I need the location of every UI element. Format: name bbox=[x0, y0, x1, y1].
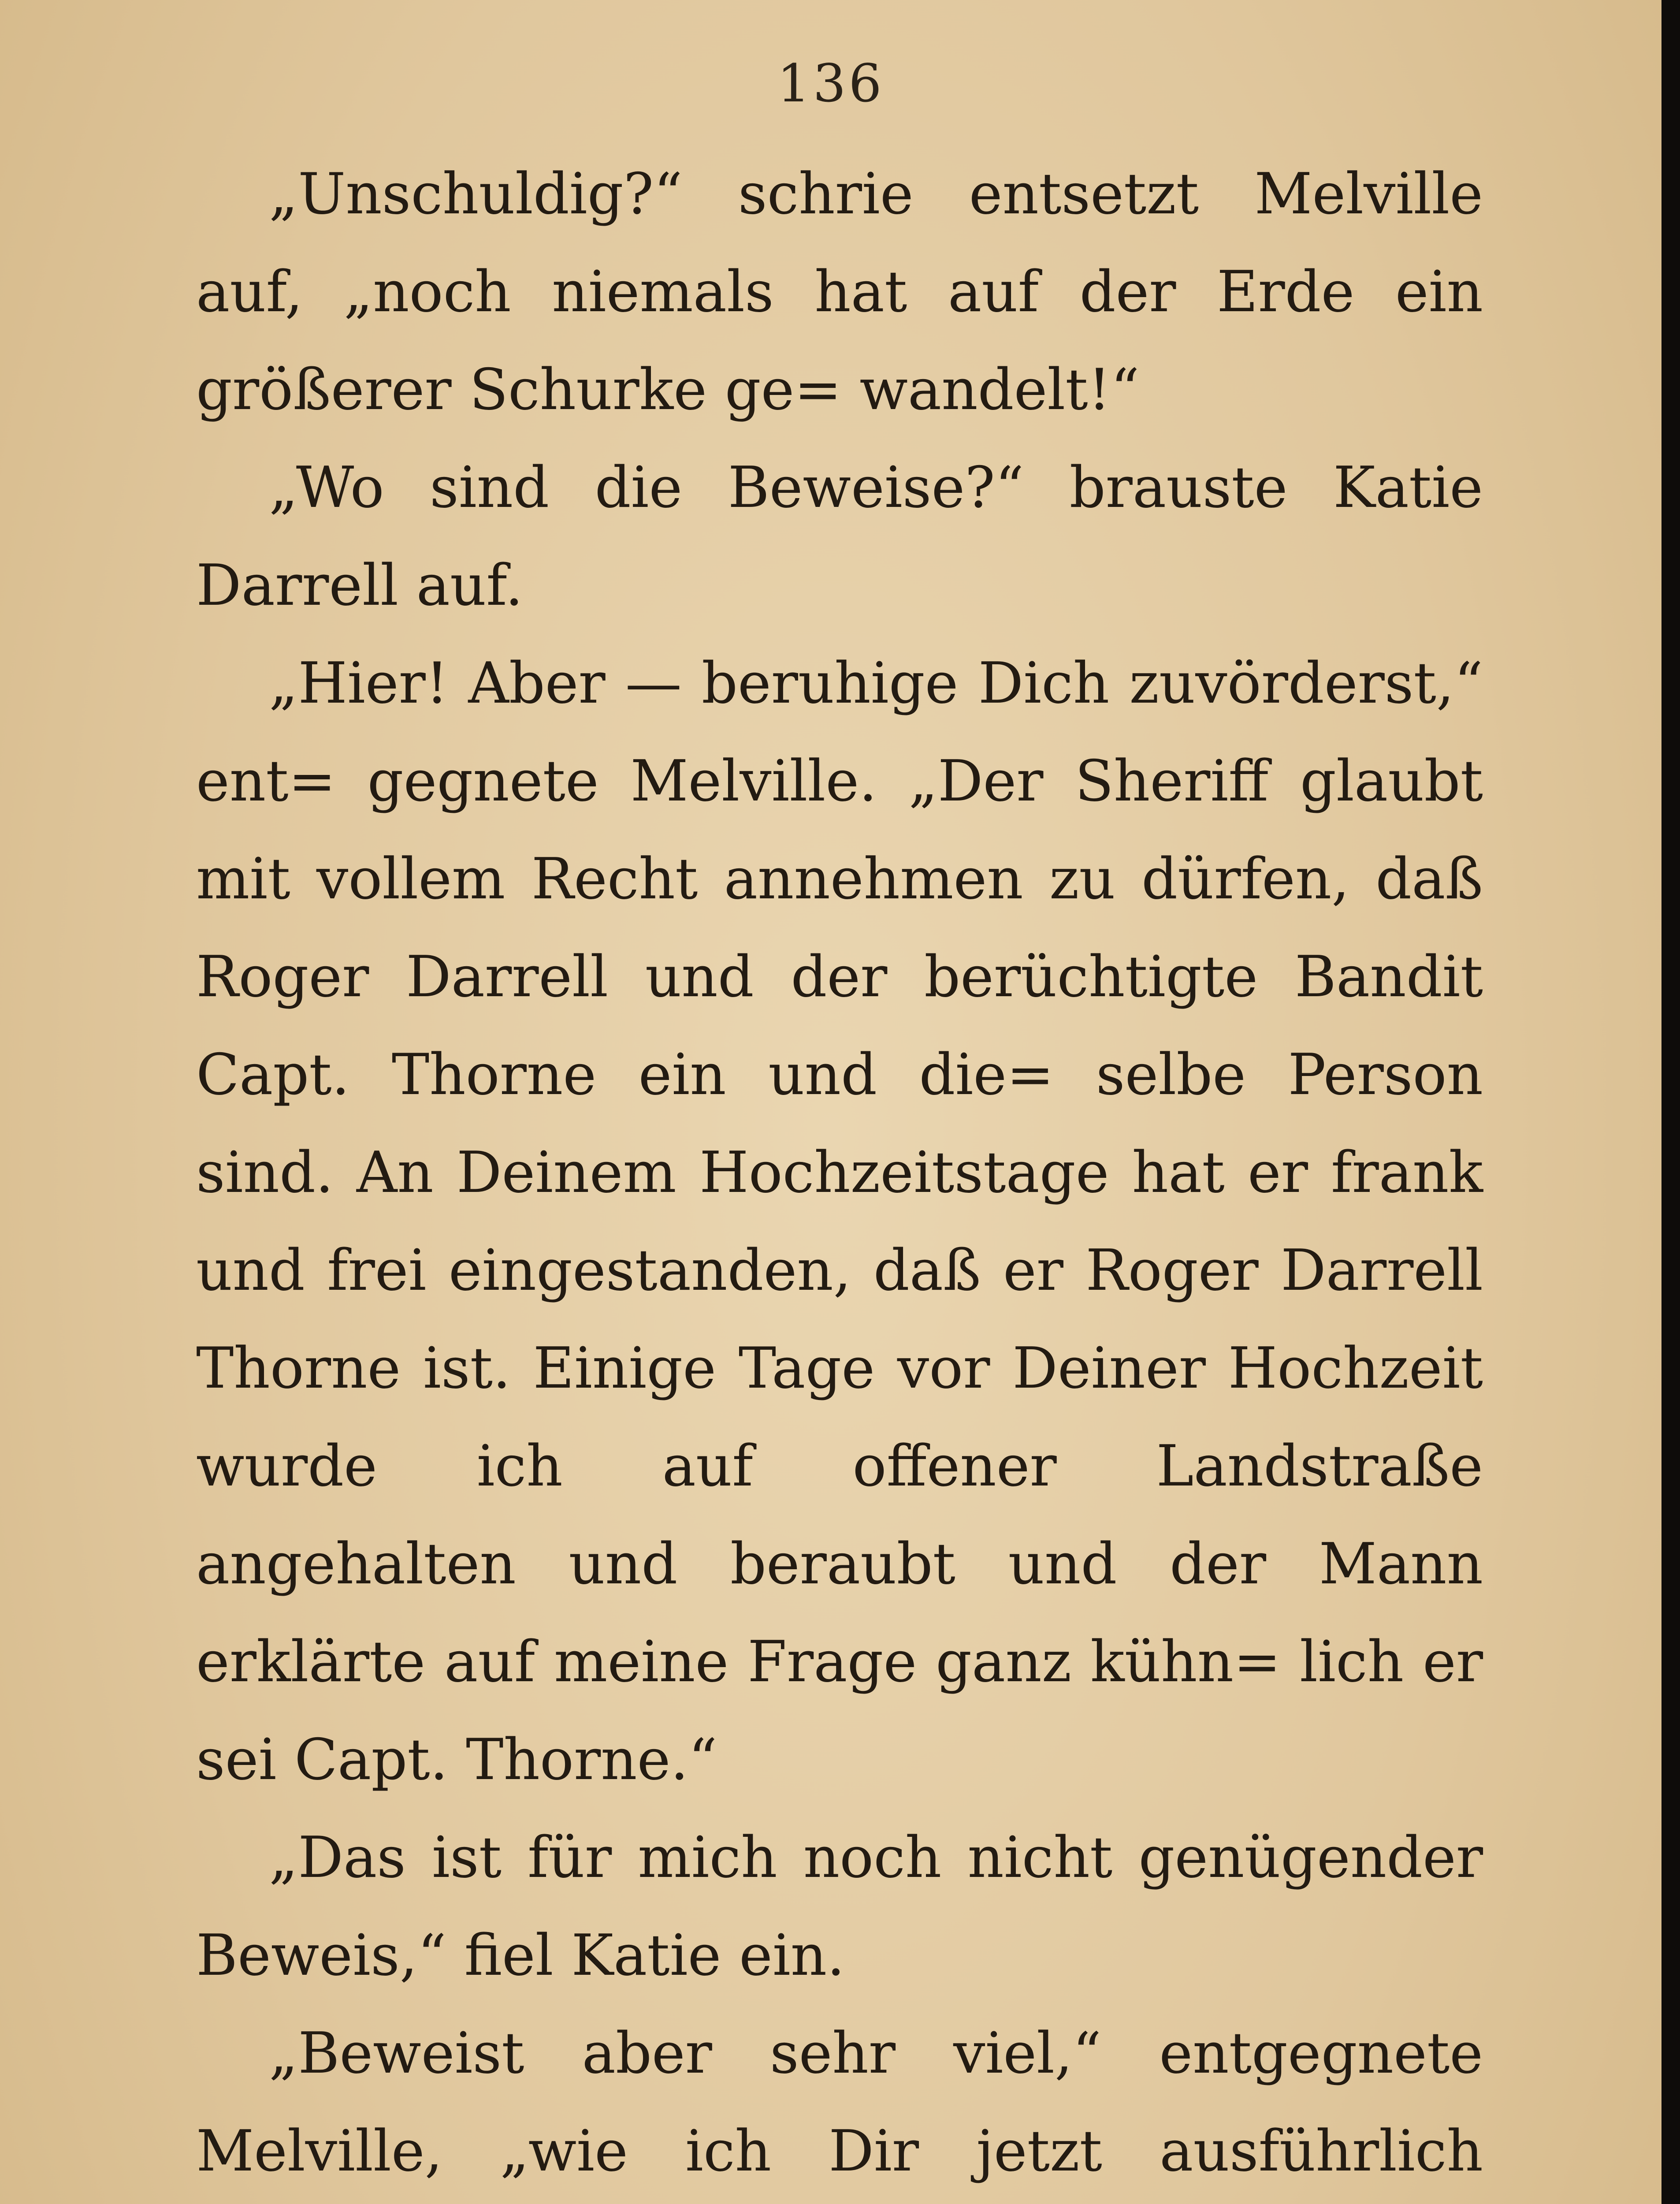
paragraph: „Beweist aber sehr viel,“ entgegnete Melville, „wie ich Dir jetzt ausführlich bbox=[196, 2021, 1483, 2184]
paragraph: „Wo sind die Beweise?“ brauste Katie Darrell auf. bbox=[196, 455, 1483, 618]
page-number: 136 bbox=[777, 53, 885, 114]
paragraph: „Unschuldig?“ schrie entsetzt Melville auf, „noch niemals hat auf der Erde ein größerer Schurke ge= wandelt!“ bbox=[196, 161, 1483, 423]
paragraph: „Das ist für mich noch nicht genügender Beweis,“ fiel Katie ein. bbox=[196, 1825, 1483, 1988]
page-edge-shadow bbox=[1661, 0, 1680, 2204]
body-text bbox=[196, 145, 1483, 2204]
paragraph: „Hier! Aber — beruhige Dich zuvörderst,“ ent= gegnete Melville. „Der Sheriff glaubt mit vollem Recht annehmen zu dürfen, daß Roger Darrell und der berüchtigte Bandit Capt. Thorne ein und die= selbe Person sind. An Deinem Hochzeitstage hat er frank und frei eingestanden, daß er Roger Darrell Thorne ist. Einige Tage vor Deiner Hochzeit wurde ich auf offener Landstraße angehalten und beraubt und der Mann erklärte auf meine Frage ganz kühn= lich er sei Capt. Thorne.“ bbox=[196, 651, 1483, 1793]
